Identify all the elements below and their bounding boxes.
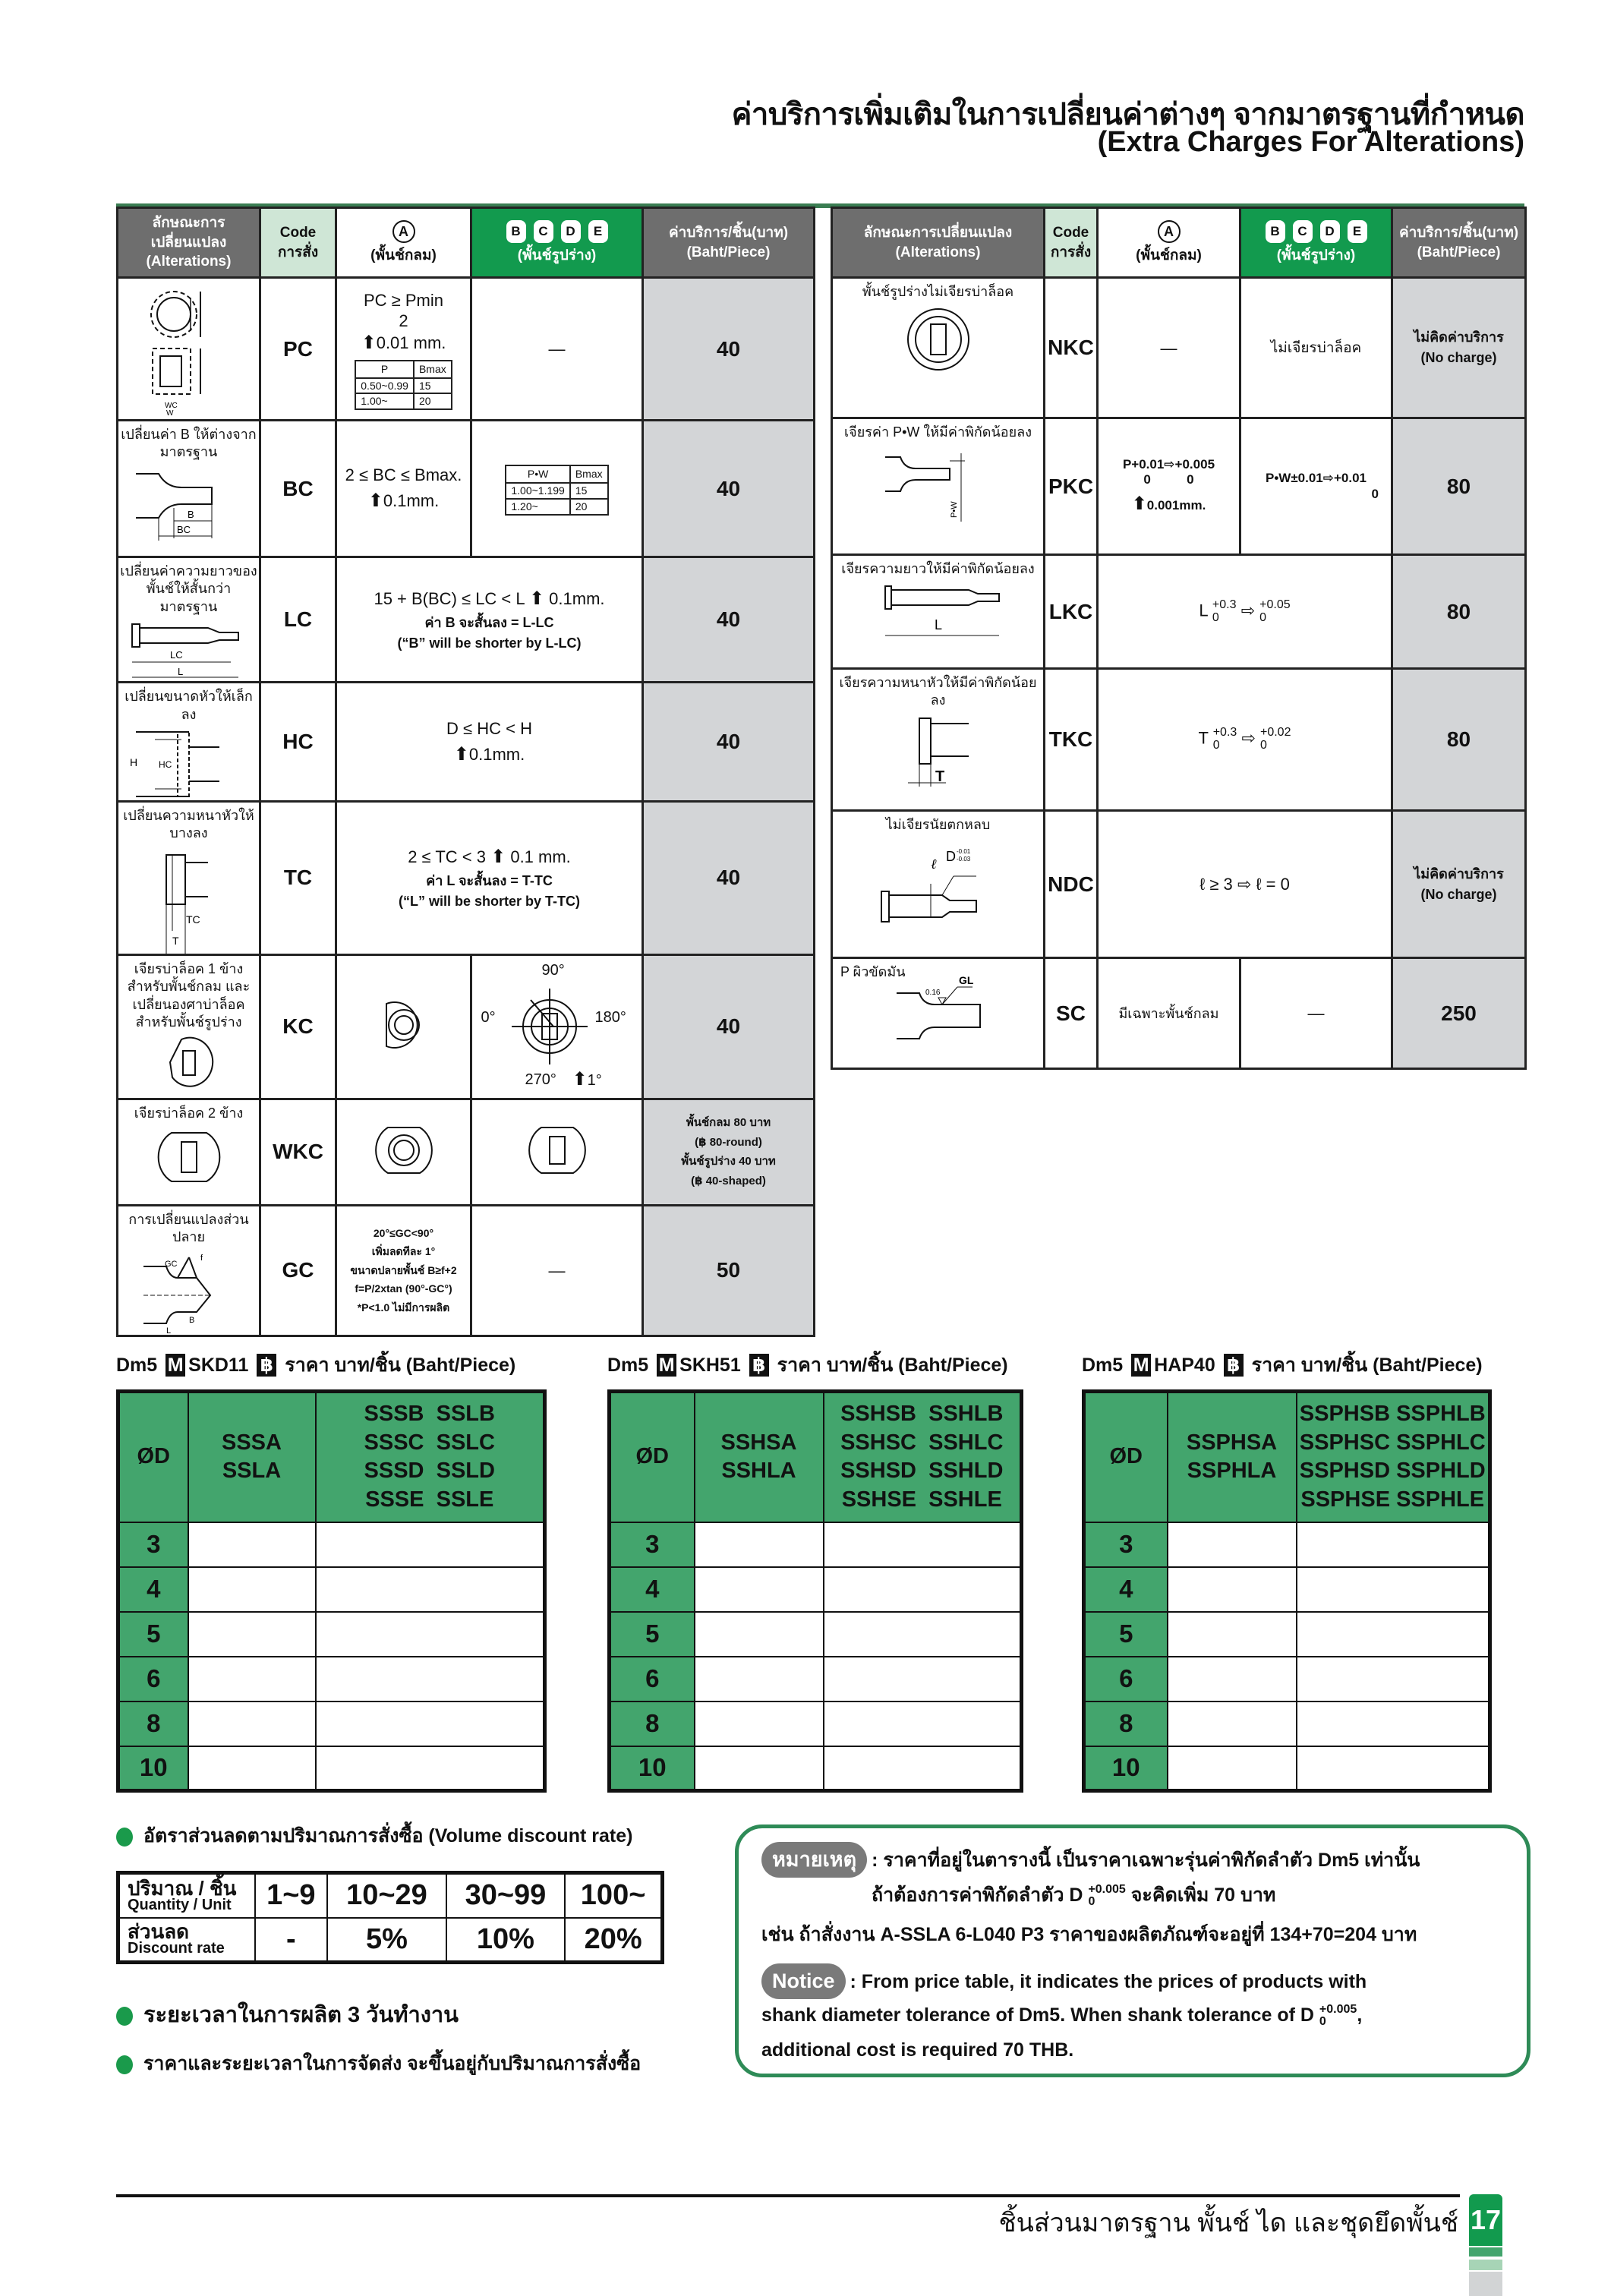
rate-cell: 5% — [327, 1918, 446, 1963]
letter-a-icon: A — [1158, 220, 1181, 243]
price-cell-bcde — [316, 1522, 545, 1567]
material-m-icon: M — [165, 1354, 185, 1377]
page-tab-stripe — [1469, 2247, 1502, 2257]
price-cell-bcde — [316, 1567, 545, 1612]
alterations-table-right — [831, 207, 1527, 1070]
svg-text:-0.01: -0.01 — [956, 848, 970, 856]
table-row-bc — [118, 421, 815, 557]
table-header-row — [832, 208, 1526, 278]
pc-bmax-table: P Bmax 0.50~0.99 15 1.00~ 20 — [355, 360, 452, 410]
price-cell-a — [188, 1612, 316, 1657]
price-tc: 40 — [643, 801, 815, 954]
wkc-round-diagram — [336, 1099, 471, 1205]
header-diameter: ØD — [118, 1392, 188, 1522]
code-gc: GC — [260, 1205, 336, 1336]
letter-a-icon: A — [392, 220, 415, 243]
code-tkc: TKC — [1045, 669, 1098, 811]
price-table-title-skd11: Dm5 M SKD11 ฿ ราคา บาท/ชิ้น (Baht/Piece) — [116, 1355, 516, 1376]
lc-spec: 15 + B(BC) ≤ LC < L ⬆ 0.1mm. ค่า B จะสั้นลง = L-LC (“B” will be shorter by L-LC) — [336, 557, 643, 683]
bc-description: เปลี่ยนค่า B ให้ต่างจากมาตรฐาน B BC — [118, 421, 260, 557]
bc-bmax-table: P•W Bmax 1.00~1.199 15 1.20~ 20 — [505, 465, 608, 515]
footer-section-title: ชิ้นส่วนมาตรฐาน พั้นช์ ได และชุดยึดพั้นช์ — [998, 2209, 1458, 2238]
bc-shaped-spec — [471, 421, 643, 557]
quantity-label: ปริมาณ / ชิ้น Quantity / Unit — [118, 1873, 255, 1918]
svg-text:H: H — [129, 755, 137, 768]
ndc-description: ไม่เจียรนัยตกหลบ ℓ D -0.01 -0.03 — [832, 811, 1045, 958]
svg-text:L: L — [165, 1326, 171, 1336]
baht-icon: ฿ — [257, 1354, 276, 1377]
price-sc: 250 — [1392, 958, 1526, 1069]
price-cell-bcde — [316, 1746, 545, 1791]
pkc-diagram-icon — [878, 446, 999, 522]
header-price: ค่าบริการ/ชิ้น(บาท) (Baht/Piece) — [643, 208, 815, 278]
price-tkc: 80 — [1392, 669, 1526, 811]
header-diameter: ØD — [1084, 1392, 1168, 1522]
diameter-cell: 6 — [1084, 1657, 1168, 1702]
code-pc: PC — [260, 278, 336, 421]
rate-cell: - — [255, 1918, 328, 1963]
price-row — [610, 1612, 1022, 1657]
table-row-hc — [118, 683, 815, 802]
pkc-shaped-spec: P•W±0.01⇨+0.01 0 — [1240, 418, 1392, 555]
price-cell-bcde — [1297, 1746, 1490, 1791]
diameter-cell: 3 — [610, 1522, 695, 1567]
rate-row — [118, 1918, 663, 1963]
baht-icon: ฿ — [749, 1354, 769, 1377]
table-row-lkc — [832, 555, 1526, 669]
wkc-double-key-icon — [162, 1127, 216, 1187]
table-header-row — [118, 208, 815, 278]
diameter-cell: 3 — [118, 1522, 188, 1567]
up-arrow-icon: ⬆ — [1131, 494, 1147, 515]
price-row — [610, 1567, 1022, 1612]
table-row-lc — [118, 557, 815, 683]
diameter-cell: 5 — [610, 1612, 695, 1657]
page-number: 17 — [1469, 2194, 1502, 2246]
nkc-round-spec: — — [1098, 278, 1240, 418]
sc-shaped-spec: — — [1240, 958, 1392, 1069]
svg-text:B: B — [187, 508, 194, 520]
diameter-cell: 10 — [118, 1746, 188, 1791]
price-kc: 40 — [643, 954, 815, 1099]
tkc-description: เจียรความหนาหัวให้มีค่าพิกัดน้อยลง T — [832, 669, 1045, 811]
price-pkc: 80 — [1392, 418, 1526, 555]
svg-text:WC: WC — [164, 402, 178, 410]
price-row — [118, 1612, 545, 1657]
diameter-cell: 4 — [118, 1567, 188, 1612]
round-keyflat-icon — [377, 995, 430, 1055]
quantity-cell: 10~29 — [327, 1873, 446, 1918]
kc-description: เจียรบ่าล็อค 1 ข้างสำหรับพั้นช์กลม และเปลี่ยนองศาบ่าล็อคสำหรับพั้นช์รูปร่าง — [118, 954, 260, 1099]
price-cell-bcde — [824, 1746, 1022, 1791]
tkc-diagram-icon — [885, 714, 991, 790]
diameter-cell: 4 — [610, 1567, 695, 1612]
price-row — [610, 1702, 1022, 1746]
code-tc: TC — [260, 801, 336, 954]
lkc-spec: L +0.3 0 ⇨ +0.05 0 — [1098, 555, 1392, 669]
table-row-gc — [118, 1205, 815, 1336]
table-row-kc — [118, 954, 815, 1099]
arrow-right-icon: ⇨ — [1241, 728, 1256, 748]
price-cell-bcde — [1297, 1522, 1490, 1567]
note-tag-thai: หมายเหตุ — [761, 1842, 867, 1878]
diameter-cell: 3 — [1084, 1522, 1168, 1567]
price-row — [118, 1522, 545, 1567]
svg-text:GL: GL — [958, 974, 973, 987]
wkc-description: เจียรบ่าล็อค 2 ข้าง — [118, 1099, 260, 1205]
quantity-cell: 1~9 — [255, 1873, 328, 1918]
svg-text:-0.03: -0.03 — [956, 856, 970, 863]
gc-round-spec: 20°≤GC<90° เพิ่มลดทีละ 1° ขนาดปลายพั้นช์ B≥f+2 f=P/2xtan (90°-GC°) *P<1.0 ไม่มีการผลิต — [336, 1205, 471, 1336]
wkc-shaped-diagram — [471, 1099, 643, 1205]
quantity-cell: 30~99 — [446, 1873, 566, 1918]
footer-divider — [116, 2194, 1460, 2197]
price-table-skd11 — [116, 1389, 547, 1793]
svg-text:ℓ: ℓ — [930, 856, 936, 872]
lkc-description: เจียรความยาวให้มีค่าพิกัดน้อยลง L — [832, 555, 1045, 669]
page-tab-stripe — [1469, 2272, 1502, 2296]
table-row-tc — [118, 801, 815, 954]
diameter-cell: 5 — [1084, 1612, 1168, 1657]
code-ndc: NDC — [1045, 811, 1098, 958]
table-row-sc — [832, 958, 1526, 1069]
code-bc: BC — [260, 421, 336, 557]
pkc-round-spec: P+0.01⇨+0.005 0 0 ⬆0.001mm. — [1098, 418, 1240, 555]
nkc-punch-icon — [904, 305, 972, 374]
kc-keyflat-icon — [159, 1036, 219, 1089]
header-type-a: SSSA SSLA — [188, 1392, 316, 1522]
price-table-skh51 — [607, 1389, 1023, 1793]
pc-round-spec: PC ≥ Pmin 2 ⬆0.01 mm. P Bmax 0.50~0.99 15 1.00~ 20 — [336, 278, 471, 421]
note-tag-english: Notice — [761, 1963, 846, 1999]
header-diameter: ØD — [610, 1392, 695, 1522]
price-row — [1084, 1612, 1490, 1657]
price-table-title-skh51: Dm5 M SKH51 ฿ ราคา บาท/ชิ้น (Baht/Piece) — [607, 1355, 1008, 1376]
tc-diagram-icon — [136, 847, 242, 954]
header-type-a: SSPHSA SSPHLA — [1168, 1392, 1297, 1522]
table-row-ndc — [832, 811, 1526, 958]
price-cell-a — [188, 1657, 316, 1702]
up-arrow-icon: ⬆ — [453, 743, 469, 765]
header-round-punch: A (พั้นช์กลม) — [336, 208, 471, 278]
svg-text:f: f — [200, 1253, 203, 1263]
price-cell-bcde — [824, 1612, 1022, 1657]
gc-description: การเปลี่ยนแปลงส่วนปลาย GC f B L — [118, 1205, 260, 1336]
header-price: ค่าบริการ/ชิ้น(บาท) (Baht/Piece) — [1392, 208, 1526, 278]
table-row-tkc — [832, 669, 1526, 811]
svg-text:TC: TC — [185, 913, 200, 926]
alterations-table-left — [116, 207, 815, 1337]
price-cell-a — [188, 1746, 316, 1791]
svg-text:L: L — [934, 617, 942, 633]
shaped-double-key-icon — [531, 1120, 584, 1181]
discount-table — [116, 1871, 664, 1964]
price-table-title-hap40: Dm5 M HAP40 ฿ ราคา บาท/ชิ้น (Baht/Piece) — [1082, 1355, 1483, 1376]
lc-description: เปลี่ยนค่าความยาวของพั้นช์ให้สั้นกว่ามาตรฐาน LC L — [118, 557, 260, 683]
diameter-cell: 10 — [1084, 1746, 1168, 1791]
svg-text:W: W — [165, 409, 173, 418]
lc-diagram-icon — [125, 620, 254, 681]
svg-text:L: L — [177, 666, 183, 678]
header-type-bcde: SSPHSB SSPHLB SSPHSC SSPHLC SSPHSD SSPHLD SSPHSE SSPHLE — [1297, 1392, 1490, 1522]
price-cell-bcde — [1297, 1657, 1490, 1702]
price-row — [610, 1657, 1022, 1702]
pc-diagram — [118, 278, 260, 421]
price-lkc: 80 — [1392, 555, 1526, 669]
angle-crosshair-icon — [504, 985, 595, 1068]
diameter-cell: 8 — [610, 1702, 695, 1746]
price-row — [1084, 1746, 1490, 1791]
bullet-dot-icon — [116, 1828, 133, 1847]
code-pkc: PKC — [1045, 418, 1098, 555]
price-cell-a — [695, 1657, 824, 1702]
quantity-row — [118, 1873, 663, 1918]
header-code: Code การสั่ง — [260, 208, 336, 278]
svg-text:GC: GC — [164, 1259, 177, 1269]
svg-text:B: B — [188, 1315, 194, 1325]
header-alterations: ลักษณะการเปลี่ยนแปลง (Alterations) — [118, 208, 260, 278]
bullet-dot-icon — [116, 2007, 133, 2026]
rate-label: ส่วนลด Discount rate — [118, 1918, 255, 1963]
tc-spec: 2 ≤ TC < 3 ⬆ 0.1 mm. ค่า L จะสั้นลง = T-TC (“L” will be shorter by T-TC) — [336, 801, 643, 954]
baht-icon: ฿ — [1224, 1354, 1244, 1377]
price-cell-a — [1168, 1746, 1297, 1791]
price-cell-a — [1168, 1567, 1297, 1612]
svg-text:D: D — [945, 849, 956, 865]
up-arrow-icon: ⬆ — [572, 1069, 588, 1090]
price-cell-bcde — [1297, 1702, 1490, 1746]
page-tab-stripe — [1469, 2260, 1502, 2270]
bullet-lead-time: ระยะเวลาในการผลิต 3 วันทำงาน — [116, 1997, 459, 2032]
price-row — [610, 1522, 1022, 1567]
price-row — [118, 1657, 545, 1702]
price-cell-bcde — [824, 1702, 1022, 1746]
header-code: Code การสั่ง — [1045, 208, 1098, 278]
code-lc: LC — [260, 557, 336, 683]
ndc-diagram-icon — [870, 838, 1007, 929]
nkc-shaped-spec: ไม่เจียรบ่าล็อค — [1240, 278, 1392, 418]
price-ndc: ไม่คิดค่าบริการ (No charge) — [1392, 811, 1526, 958]
svg-text:BC: BC — [176, 523, 191, 535]
price-row — [1084, 1657, 1490, 1702]
price-cell-bcde — [824, 1567, 1022, 1612]
rate-cell: 20% — [565, 1918, 662, 1963]
bullet-dot-icon — [116, 2055, 133, 2074]
code-nkc: NKC — [1045, 278, 1098, 418]
bullet-delivery: ราคาและระยะเวลาในการจัดส่ง จะขึ้นอยู่กับปริมาณการสั่งซื้อ — [116, 2048, 641, 2079]
code-kc: KC — [260, 954, 336, 1099]
ndc-spec: ℓ ≥ 3 ⇨ ℓ = 0 — [1098, 811, 1392, 958]
pc-shaped-spec: — — [471, 278, 643, 421]
price-cell-a — [695, 1746, 824, 1791]
discount-heading: อัตราส่วนลดตามปริมาณการสั่งซื้อ (Volume discount rate) — [116, 1821, 632, 1851]
arrow-right-icon: ⇨ — [1240, 601, 1256, 620]
pkc-description: เจียรค่า P•W ให้มีค่าพิกัดน้อยลง P•W — [832, 418, 1045, 555]
header-alterations: ลักษณะการเปลี่ยนแปลง (Alterations) — [832, 208, 1045, 278]
svg-text:HC: HC — [158, 758, 172, 770]
header-shaped-punch: B C D E (พั้นช์รูปร่าง) — [1240, 208, 1392, 278]
note-box: หมายเหตุ : ราคาที่อยู่ในตารางนี้ เป็นราคาเฉพาะรุ่นค่าพิกัดลำตัว Dm5 เท่านั้น ถ้าต้องการค่าพิกัดลำตัว D +0.005 0 จะคิดเพิ่ม 70 บาท เช่น ถ้าสั่งงาน A-SSLA 6-L040 P3 ราคาของผลิตภัณฑ์จะอยู่ที่ 134+70=204 บาท Notice : From price table, it indicates the prices of products with shank diameter tolerance of Dm5. When shank tolerance of D +0.005 0 , additional cost is required 70 THB. — [735, 1824, 1530, 2077]
bc-round-spec: 2 ≤ BC ≤ Bmax. ⬆0.1mm. — [336, 421, 471, 557]
header-type-a: SSHSA SSHLA — [695, 1392, 824, 1522]
diameter-cell: 6 — [118, 1657, 188, 1702]
price-wkc: พั้นช์กลม 80 บาท (฿ 80-round) พั้นช์รูปร่าง 40 บาท (฿ 40-shaped) — [643, 1099, 815, 1205]
price-cell-a — [1168, 1702, 1297, 1746]
price-lc: 40 — [643, 557, 815, 683]
gc-tip-diagram-icon — [136, 1251, 242, 1335]
price-cell-bcde — [316, 1612, 545, 1657]
table-row-wkc — [118, 1099, 815, 1205]
price-cell-bcde — [1297, 1567, 1490, 1612]
nkc-description: พั้นช์รูปร่างไม่เจียรบ่าล็อค — [832, 278, 1045, 418]
svg-text:0.16: 0.16 — [925, 989, 940, 998]
svg-text:LC: LC — [169, 649, 183, 661]
price-cell-bcde — [824, 1657, 1022, 1702]
price-row — [118, 1702, 545, 1746]
material-m-icon: M — [657, 1354, 676, 1377]
lkc-diagram-icon — [870, 582, 1007, 643]
table-row-pkc — [832, 418, 1526, 555]
tc-description: เปลี่ยนความหนาหัวให้บางลง TC T — [118, 801, 260, 954]
price-hc: 40 — [643, 683, 815, 802]
hc-diagram-icon — [128, 728, 250, 800]
price-row — [118, 1567, 545, 1612]
sc-description: P ผิวขัดมัน 0.16 GL — [832, 958, 1045, 1069]
sc-round-spec: มีเฉพาะพั้นช์กลม — [1098, 958, 1240, 1069]
price-cell-bcde — [316, 1702, 545, 1746]
up-arrow-icon: ⬆ — [367, 490, 383, 511]
price-row — [1084, 1702, 1490, 1746]
header-type-bcde: SSSB SSLB SSSC SSLC SSSD SSLD SSSE SSLE — [316, 1392, 545, 1522]
up-arrow-icon: ⬆ — [490, 847, 506, 868]
code-lkc: LKC — [1045, 555, 1098, 669]
price-table-hap40 — [1082, 1389, 1492, 1793]
price-gc: 50 — [643, 1205, 815, 1336]
tkc-spec: T +0.3 0 ⇨ +0.02 0 — [1098, 669, 1392, 811]
price-cell-a — [1168, 1612, 1297, 1657]
price-cell-a — [695, 1612, 824, 1657]
price-cell-a — [1168, 1657, 1297, 1702]
diameter-cell: 8 — [1084, 1702, 1168, 1746]
price-nkc: ไม่คิดค่าบริการ (No charge) — [1392, 278, 1526, 418]
price-cell-a — [695, 1567, 824, 1612]
price-cell-a — [695, 1522, 824, 1567]
hc-description: เปลี่ยนขนาดหัวให้เล็กลง H HC — [118, 683, 260, 802]
price-cell-a — [1168, 1522, 1297, 1567]
table-row-pc — [118, 278, 815, 421]
round-double-key-icon — [377, 1120, 430, 1181]
price-cell-bcde — [316, 1657, 545, 1702]
price-cell-a — [188, 1702, 316, 1746]
header-type-bcde: SSHSB SSHLB SSHSC SSHLC SSHSD SSHLD SSHSE SSHLE — [824, 1392, 1022, 1522]
kc-round-diagram — [336, 954, 471, 1099]
price-cell-bcde — [824, 1522, 1022, 1567]
price-row — [1084, 1567, 1490, 1612]
diameter-cell: 8 — [118, 1702, 188, 1746]
diameter-cell: 5 — [118, 1612, 188, 1657]
price-cell-a — [188, 1522, 316, 1567]
price-row — [118, 1746, 545, 1791]
header-round-punch: A (พั้นช์กลม) — [1098, 208, 1240, 278]
header-shaped-punch: B C D E (พั้นช์รูปร่าง) — [471, 208, 643, 278]
code-hc: HC — [260, 683, 336, 802]
price-row — [1084, 1522, 1490, 1567]
hc-spec: D ≤ HC < H ⬆0.1mm. — [336, 683, 643, 802]
svg-text:T: T — [172, 934, 179, 947]
page-title-english: (Extra Charges For Alterations) — [1097, 126, 1524, 158]
price-pc: 40 — [643, 278, 815, 421]
code-wkc: WKC — [260, 1099, 336, 1205]
quantity-cell: 100~ — [565, 1873, 662, 1918]
price-cell-a — [188, 1567, 316, 1612]
diameter-cell: 6 — [610, 1657, 695, 1702]
diameter-cell: 10 — [610, 1746, 695, 1791]
up-arrow-icon: ⬆ — [528, 588, 545, 610]
code-sc: SC — [1045, 958, 1098, 1069]
svg-text:T: T — [935, 768, 944, 785]
price-bc: 40 — [643, 421, 815, 557]
up-arrow-icon: ⬆ — [361, 332, 377, 353]
price-cell-bcde — [1297, 1612, 1490, 1657]
diameter-cell: 4 — [1084, 1567, 1168, 1612]
bc-diagram-icon — [128, 466, 250, 542]
price-cell-a — [695, 1702, 824, 1746]
pc-diagram-icon — [143, 288, 235, 417]
kc-angle-diagram: 90° 0° 180° 270° ⬆1° — [471, 954, 643, 1099]
svg-text:P•W: P•W — [949, 501, 959, 519]
table-row-nkc — [832, 278, 1526, 418]
price-row — [610, 1746, 1022, 1791]
rate-cell: 10% — [446, 1918, 566, 1963]
material-m-icon: M — [1131, 1354, 1151, 1377]
page-title-thai: ค่าบริการเพิ่มเติมในการเปลี่ยนค่าต่างๆ จากมาตรฐานที่กำหนด — [731, 98, 1524, 131]
gc-shaped-spec: — — [471, 1205, 643, 1336]
